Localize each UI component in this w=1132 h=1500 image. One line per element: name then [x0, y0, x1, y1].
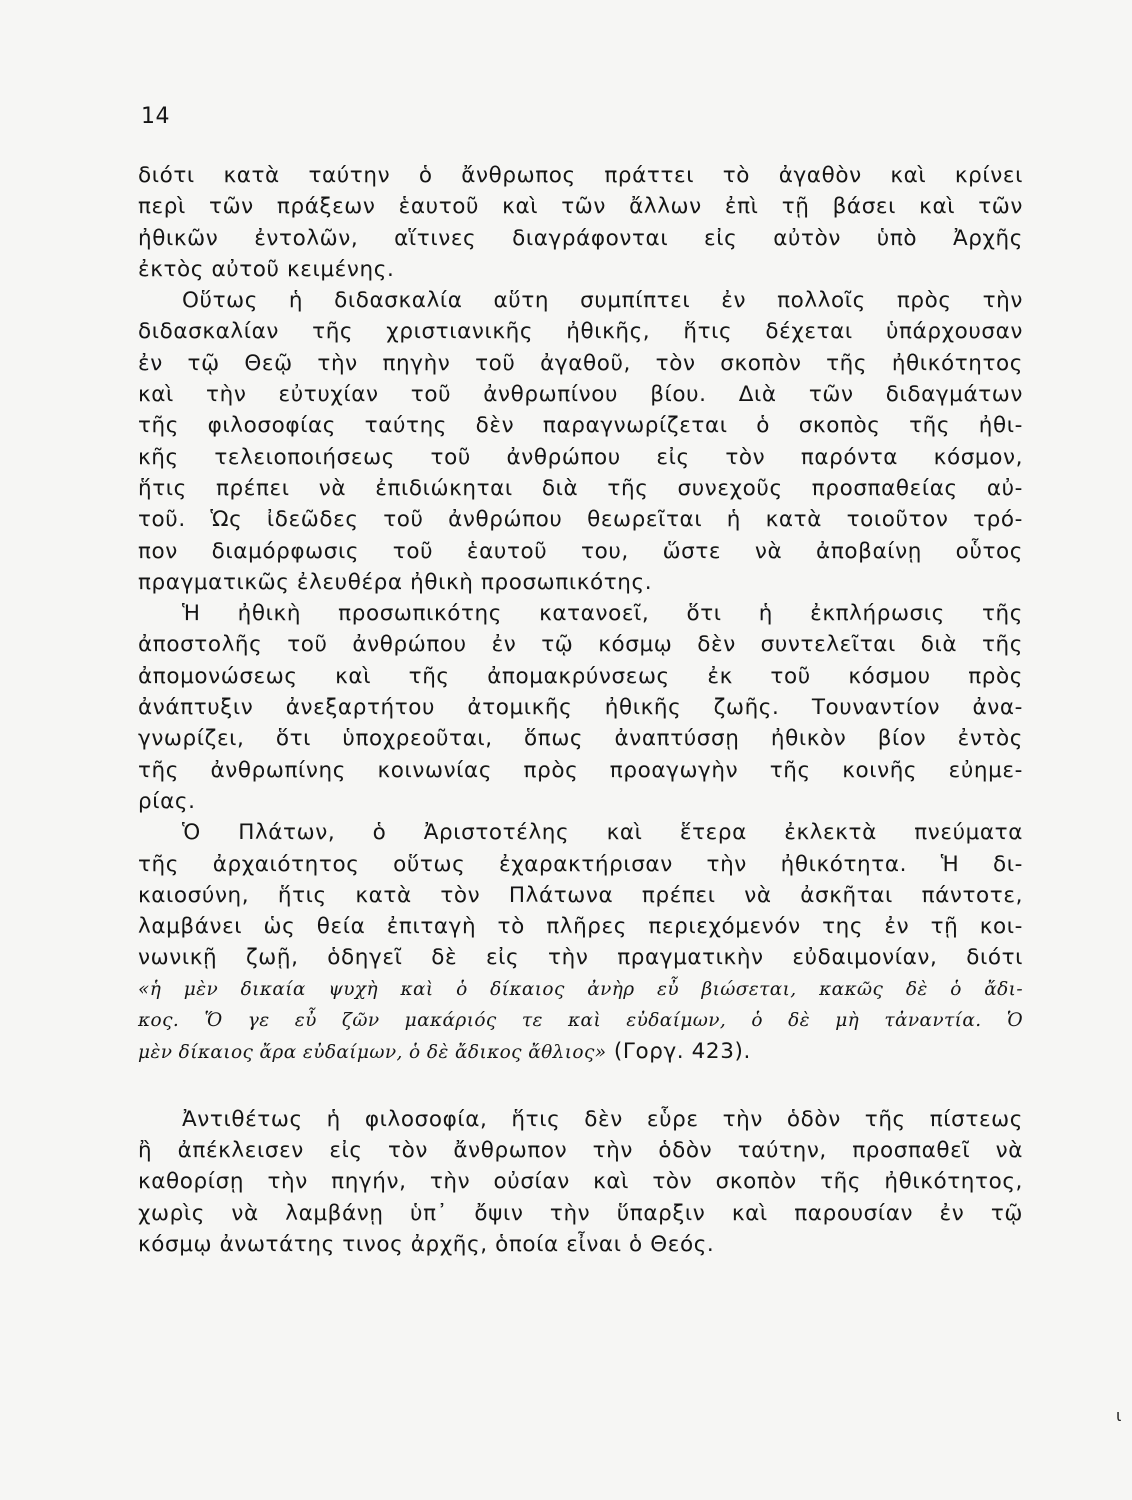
paragraph-4 — [138, 817, 1023, 1067]
text-line: ἠθικῶν ἐντολῶν, αἵτινες διαγράφονται εἰς αὐτὸν ὑπὸ Ἀρχῆς — [138, 225, 1023, 251]
text-line: καὶ τὴν εὐτυχίαν τοῦ ἀνθρωπίνου βίου. Διὰ τῶν διδαγμάτων — [138, 382, 1023, 408]
text-line: καιοσύνη, ἥτις κατὰ τὸν Πλάτωνα πρέπει νὰ ἀσκῆται πάντοτε, — [138, 882, 1023, 908]
paragraph-3 — [138, 598, 1023, 817]
text-line: ἐν τῷ Θεῷ τὴν πηγὴν τοῦ ἀγαθοῦ, τὸν σκοπὸν τῆς ἠθικότητος — [138, 350, 1023, 376]
text-line: κῆς τελειοποιήσεως τοῦ ἀνθρώπου εἰς τὸν παρόντα κόσμον, — [138, 444, 1023, 470]
page-number: 14 — [141, 104, 170, 129]
paragraph-5 — [138, 1104, 1023, 1260]
text-line: Οὕτως ἡ διδασκαλία αὕτη συμπίπτει ἐν πολλοῖς πρὸς τὴν — [182, 288, 1023, 314]
text-line: κόσμῳ ἀνωτάτης τινος ἀρχῆς, ὁποία εἶναι ὁ Θεός. — [138, 1231, 715, 1257]
text-line: ἢ ἀπέκλεισεν εἰς τὸν ἄνθρωπον τὴν ὁδὸν ταύτην, προσπαθεῖ νὰ — [138, 1137, 1023, 1163]
text-line: τῆς φιλοσοφίας ταύτης δὲν παραγνωρίζεται ὁ σκοπὸς τῆς ἠθι- — [138, 413, 1023, 439]
text-line: Ἡ ἠθικὴ προσωπικότης κατανοεῖ, ὅτι ἡ ἐκπλήρωσις τῆς — [182, 601, 1023, 627]
margin-mark: ι — [1116, 1406, 1122, 1425]
quotation-closing-line — [138, 1036, 1023, 1067]
text-line: ἥτις πρέπει νὰ ἐπιδιώκηται διὰ τῆς συνεχοῦς προσπαθείας αὐ- — [138, 475, 1023, 501]
text-line: ἐκτὸς αὐτοῦ κειμένης. — [138, 256, 395, 282]
paragraph-1 — [138, 160, 1023, 285]
text-line: Ὁ Πλάτων, ὁ Ἀριστοτέλης καὶ ἕτερα ἐκλεκτὰ πνεύματα — [182, 820, 1023, 846]
text-line: πραγματικῶς ἐλευθέρα ἠθικὴ προσωπικότης. — [138, 569, 653, 595]
quotation-text: μὲν δίκαιος ἄρα εὐδαίμων, ὁ δὲ ἄδικος ἄθλιος» — [138, 1042, 607, 1064]
text-line: ἀποστολῆς τοῦ ἀνθρώπου ἐν τῷ κόσμῳ δὲν συντελεῖται διὰ τῆς — [138, 632, 1023, 658]
text-line: πον διαμόρφωσις τοῦ ἑαυτοῦ του, ὥστε νὰ ἀποβαίνῃ οὗτος — [138, 538, 1023, 564]
text-line: γνωρίζει, ὅτι ὑποχρεοῦται, ὅπως ἀναπτύσσῃ ἠθικὸν βίον ἐντὸς — [138, 726, 1023, 752]
quotation-line: κος. Ὅ γε εὖ ζῶν μακάριός τε καὶ εὐδαίμων, ὁ δὲ μὴ τἀναντία. Ὁ — [138, 1010, 1023, 1032]
text-line: ἀπομονώσεως καὶ τῆς ἀπομακρύνσεως ἐκ τοῦ κόσμου πρὸς — [138, 663, 1023, 689]
text-line: διότι κατὰ ταύτην ὁ ἄνθρωπος πράττει τὸ ἀγαθὸν καὶ κρίνει — [138, 163, 1023, 188]
text-line: νωνικῇ ζωῇ, ὁδηγεῖ δὲ εἰς τὴν πραγματικὴν εὐδαιμονίαν, διότι — [138, 945, 1023, 971]
text-line: ρίας. — [138, 788, 196, 814]
citation: (Γοργ. 423). — [606, 1039, 751, 1065]
quotation-line: «ἡ μὲν δικαία ψυχὴ καὶ ὁ δίκαιος ἀνὴρ εὖ βιώσεται, κακῶς δὲ ὁ ἄδι- — [138, 978, 1023, 1000]
text-line: περὶ τῶν πράξεων ἑαυτοῦ καὶ τῶν ἄλλων ἐπὶ τῇ βάσει καὶ τῶν — [138, 194, 1023, 220]
text-line: διδασκαλίαν τῆς χριστιανικῆς ἠθικῆς, ἥτις δέχεται ὑπάρχουσαν — [138, 319, 1023, 345]
body-text — [138, 160, 1023, 1260]
text-line: τῆς ἀνθρωπίνης κοινωνίας πρὸς προαγωγὴν τῆς κοινῆς εὐημε- — [138, 757, 1023, 783]
paragraph-gap — [138, 1068, 1023, 1104]
paragraph-2 — [138, 285, 1023, 598]
text-line: τῆς ἀρχαιότητος οὕτως ἐχαρακτήρισαν τὴν ἠθικότητα. Ἡ δι- — [138, 851, 1023, 877]
text-line: ἀνάπτυξιν ἀνεξαρτήτου ἀτομικῆς ἠθικῆς ζωῆς. Τουναντίον ἀνα- — [138, 695, 1023, 721]
text-line: τοῦ. Ὡς ἰδεῶδες τοῦ ἀνθρώπου θεωρεῖται ἡ κατὰ τοιοῦτον τρό- — [138, 507, 1023, 533]
text-line: καθορίσῃ τὴν πηγήν, τὴν οὐσίαν καὶ τὸν σκοπὸν τῆς ἠθικότητος, — [138, 1169, 1023, 1195]
text-line: χωρὶς νὰ λαμβάνῃ ὑπ᾽ ὄψιν τὴν ὕπαρξιν καὶ παρουσίαν ἐν τῷ — [138, 1200, 1023, 1226]
text-line: λαμβάνει ὡς θεία ἐπιταγὴ τὸ πλῆρες περιεχόμενόν της ἐν τῇ κοι- — [138, 914, 1023, 940]
text-line: Ἀντιθέτως ἡ φιλοσοφία, ἥτις δὲν εὗρε τὴν ὁδὸν τῆς πίστεως — [182, 1106, 1023, 1132]
